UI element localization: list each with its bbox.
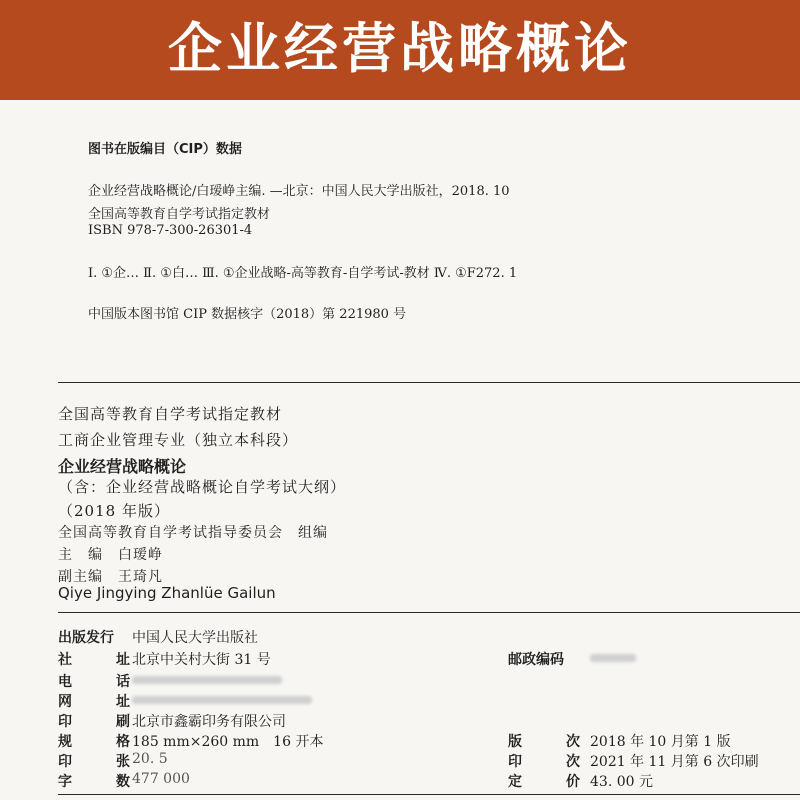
label-edition: 版 次 <box>508 734 580 750</box>
label-phone: 电 话 <box>58 674 130 690</box>
label-printing: 印 次 <box>508 754 580 770</box>
divider-middle <box>58 612 800 613</box>
value-printing: 2021 年 11 月第 6 次印刷 <box>590 754 759 770</box>
cip-isbn: ISBN 978-7-300-26301-4 <box>88 223 253 238</box>
value-sheets: 20. 5 <box>132 751 168 767</box>
book-title: 企业经营战略概论 <box>58 457 187 476</box>
value-address: 北京中关村大街 31 号 <box>132 652 271 668</box>
editor-label: 主 编 <box>58 547 103 563</box>
divider-top <box>58 382 800 383</box>
banner-title: 企业经营战略概论 <box>168 17 632 80</box>
label-format: 规 格 <box>58 734 130 750</box>
label-wordcount: 字 数 <box>58 774 130 790</box>
value-wordcount: 477 000 <box>132 771 190 787</box>
label-price: 定 价 <box>508 774 580 790</box>
label-printer: 印 刷 <box>58 714 130 730</box>
includes-line: （含：企业经营战略概论自学考试大纲） <box>58 478 347 496</box>
value-postal-blurred <box>590 654 636 662</box>
compiled-by: 全国高等教育自学考试指导委员会 组编 <box>58 525 328 541</box>
deputy-label: 副主编 <box>58 569 103 585</box>
label-address: 社 址 <box>58 652 130 668</box>
value-format: 185 mm×260 mm 16 开本 <box>132 734 324 750</box>
editor-name: 白瑷峥 <box>118 547 163 563</box>
label-publisher: 出版发行 <box>58 630 114 646</box>
label-sheets: 印 张 <box>58 754 130 770</box>
series-line: 全国高等教育自学考试指定教材 <box>58 405 283 423</box>
divider-bottom <box>58 794 800 795</box>
value-website-blurred <box>132 696 312 704</box>
cip-line-2: 全国高等教育自学考试指定教材 <box>88 207 271 222</box>
value-printer: 北京市鑫霸印务有限公司 <box>132 714 286 730</box>
title-banner <box>0 0 800 100</box>
cip-verification: 中国版本图书馆 CIP 数据核字（2018）第 221980 号 <box>88 307 407 322</box>
pinyin-title: Qiye Jingying Zhanlüe Gailun <box>58 584 276 602</box>
label-postal-code: 邮政编码 <box>508 652 564 668</box>
value-edition: 2018 年 10 月第 1 版 <box>590 734 731 750</box>
deputy-name: 王琦凡 <box>118 569 163 585</box>
value-publisher: 中国人民大学出版社 <box>132 630 258 646</box>
value-phone-blurred <box>132 676 282 684</box>
label-website: 网 址 <box>58 694 130 710</box>
major-line: 工商企业管理专业（独立本科段） <box>58 431 299 449</box>
edition-line: （2018 年版） <box>58 502 170 520</box>
cip-heading: 图书在版编目（CIP）数据 <box>88 142 242 157</box>
value-price: 43. 00 元 <box>590 774 653 790</box>
cip-classification: Ⅰ. ①企… Ⅱ. ①白… Ⅲ. ①企业战略-高等教育-自学考试-教材 Ⅳ. ①F272. 1 <box>88 266 518 281</box>
cip-line-1: 企业经营战略概论/白瑷峥主编. —北京：中国人民大学出版社，2018. 10 <box>88 184 510 199</box>
